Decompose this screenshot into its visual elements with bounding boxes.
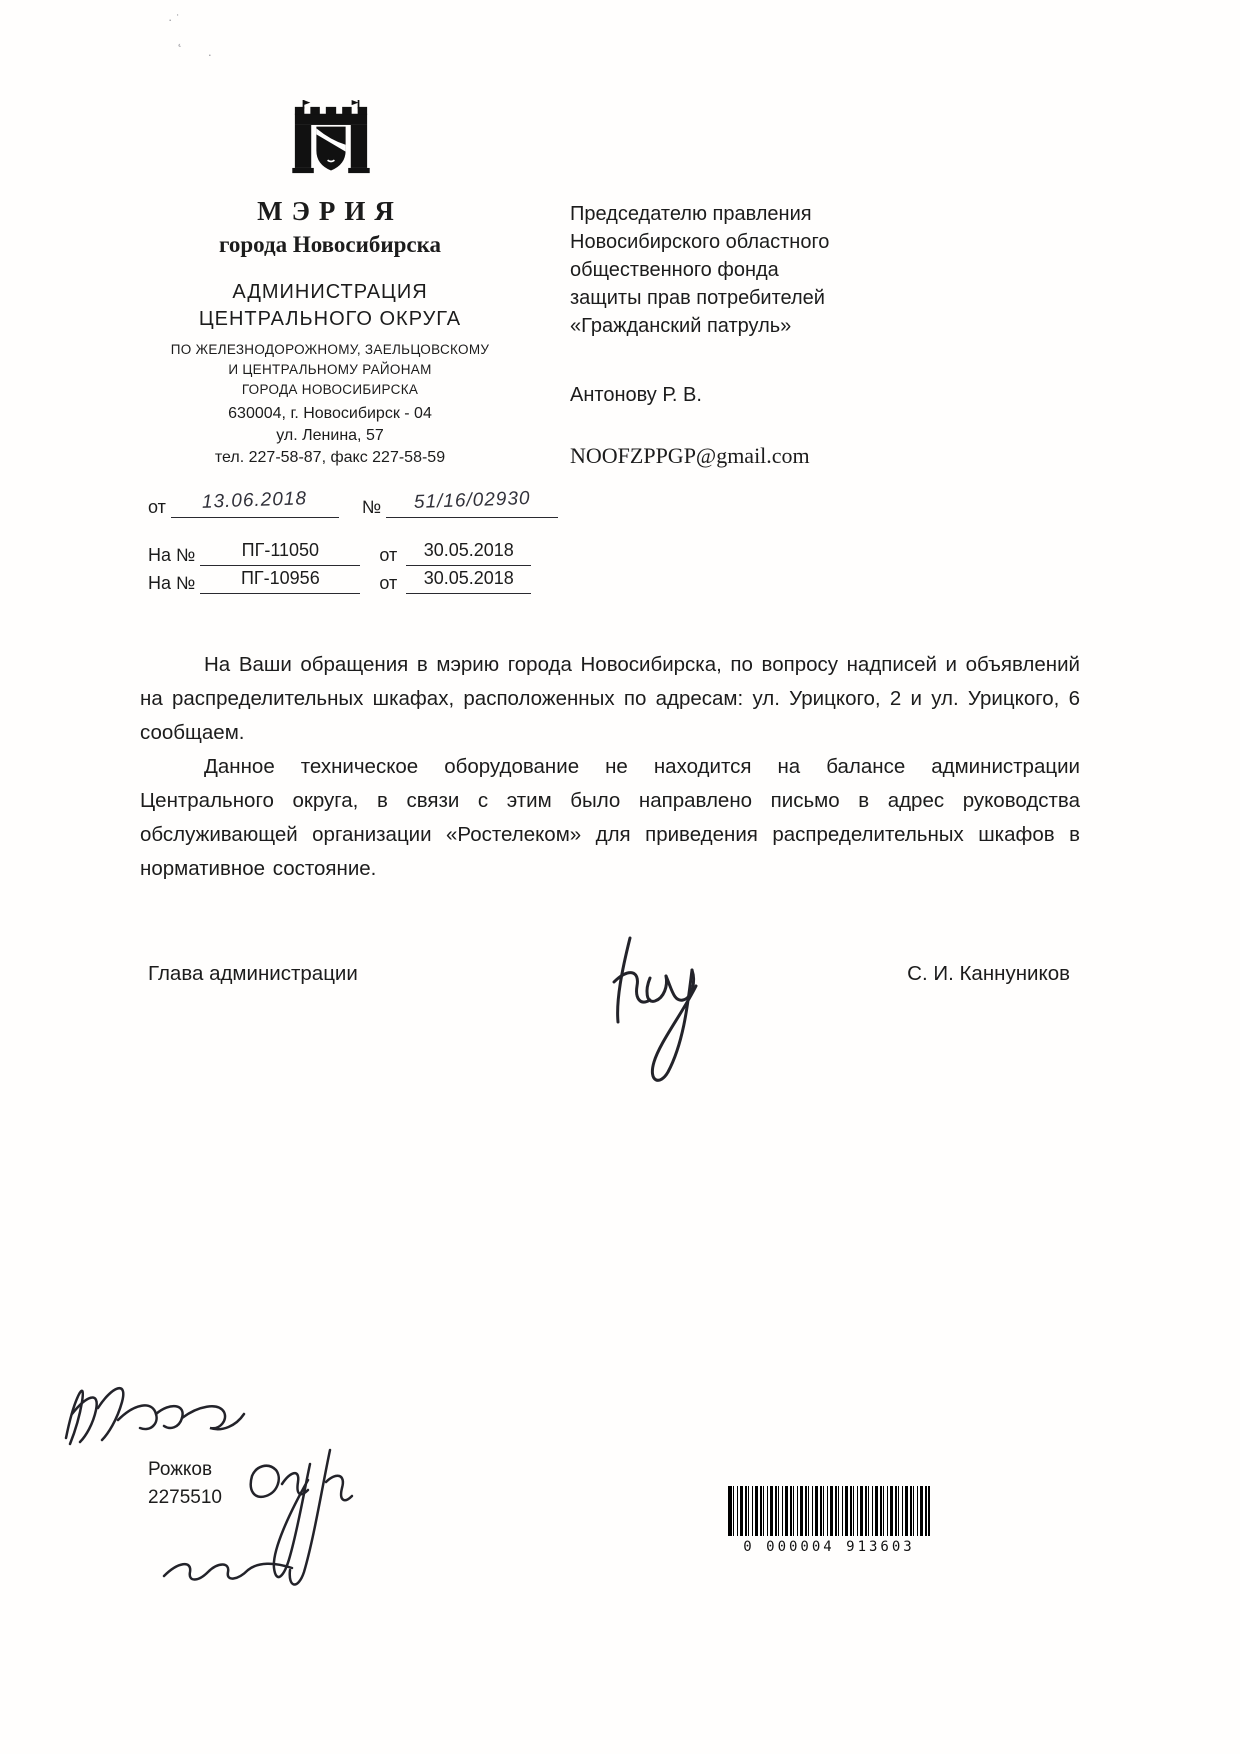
reply-ot-label: от — [379, 545, 398, 565]
outgoing-date-blank — [171, 488, 339, 518]
recipient-line: «Гражданский патруль» — [570, 315, 792, 337]
reply-date: 30.05.2018 — [406, 568, 531, 594]
signer-title: Глава администрации — [148, 962, 358, 985]
barcode-bars — [728, 1486, 930, 1536]
incoming-reference-block — [148, 540, 531, 596]
novosibirsk-coat-of-arms-icon — [287, 100, 375, 186]
reply-label: На № — [148, 545, 196, 565]
incoming-reference-row — [148, 568, 531, 596]
address-block — [118, 403, 542, 469]
number-label: № — [361, 497, 382, 517]
executor-signature-underline — [158, 1548, 298, 1590]
handwritten-date: 13.06.2018 — [201, 488, 308, 513]
executor-name: Рожков — [148, 1459, 213, 1480]
outgoing-number-blank — [386, 487, 558, 518]
head-signature — [588, 930, 728, 1095]
address-line: ул. Ленина, 57 — [276, 427, 384, 444]
reply-number: ПГ-10956 — [200, 568, 360, 594]
recipient-line: Новосибирского областного — [570, 231, 830, 253]
recipient-email: NOOFZPPGP@gmail.com — [570, 443, 810, 468]
districts-line: ПО ЖЕЛЕЗНОДОРОЖНОМУ, ЗАЕЛЬЦОВСКОМУ — [170, 342, 490, 357]
signer-name: С. И. Каннуников — [907, 962, 1070, 985]
recipient-name: Антонову Р. В. — [570, 384, 702, 406]
reply-label: На № — [148, 573, 196, 593]
districts-line: И ЦЕНТРАЛЬНОМУ РАЙОНАМ — [228, 362, 432, 377]
org-name: МЭРИЯ — [257, 196, 403, 226]
address-line: тел. 227-58-87, факс 227-58-59 — [214, 449, 446, 466]
handwritten-number: 51/16/02930 — [413, 487, 531, 514]
scan-artifact: ˛ — [178, 32, 183, 47]
scan-artifact: · ˙ — [168, 12, 181, 27]
incoming-reference-row — [148, 540, 531, 568]
outgoing-reference-line — [148, 487, 558, 518]
address-line: 630004, г. Новосибирск - 04 — [228, 405, 432, 422]
letter-body — [140, 648, 1080, 886]
body-paragraph: Данное техническое оборудование не находится на балансе администрации Центрального округа, в связи с этим было направлено письмо в адрес руководства обслуживающей организации «Ростелеком» для приведения распределительных шкафов в нормативное состояние. — [140, 755, 1080, 880]
scan-artifact: . — [208, 44, 212, 59]
executor-signature — [52, 1368, 252, 1452]
recipient-block — [570, 200, 1010, 469]
executor-block — [148, 1456, 222, 1512]
letterhead — [118, 196, 542, 469]
barcode-number: 0 000004 913603 — [743, 1539, 915, 1555]
executor-phone: 2275510 — [148, 1487, 222, 1508]
from-label: от — [148, 497, 166, 517]
recipient-line: Председателю правления — [570, 203, 812, 225]
registration-barcode — [728, 1486, 930, 1555]
districts-block — [118, 340, 542, 400]
reply-number: ПГ-11050 — [200, 540, 360, 566]
districts-line: ГОРОДА НОВОСИБИРСКА — [241, 382, 419, 397]
recipient-line: защиты прав потребителей — [570, 287, 825, 309]
reply-ot-label: от — [379, 573, 398, 593]
org-name-sub: города Новосибирска — [218, 232, 442, 257]
reply-date: 30.05.2018 — [406, 540, 531, 566]
department-line: ЦЕНТРАЛЬНОГО ОКРУГА — [198, 308, 462, 330]
body-paragraph: На Ваши обращения в мэрию города Новосибирска, по вопросу надписей и объявлений на распределительных шкафах, расположенных по адресам: ул. Урицкого, 2 и ул. Урицкого, 6 сообщаем. — [140, 653, 1080, 744]
recipient-line: общественного фонда — [570, 259, 779, 281]
department-line: АДМИНИСТРАЦИЯ — [232, 281, 428, 303]
